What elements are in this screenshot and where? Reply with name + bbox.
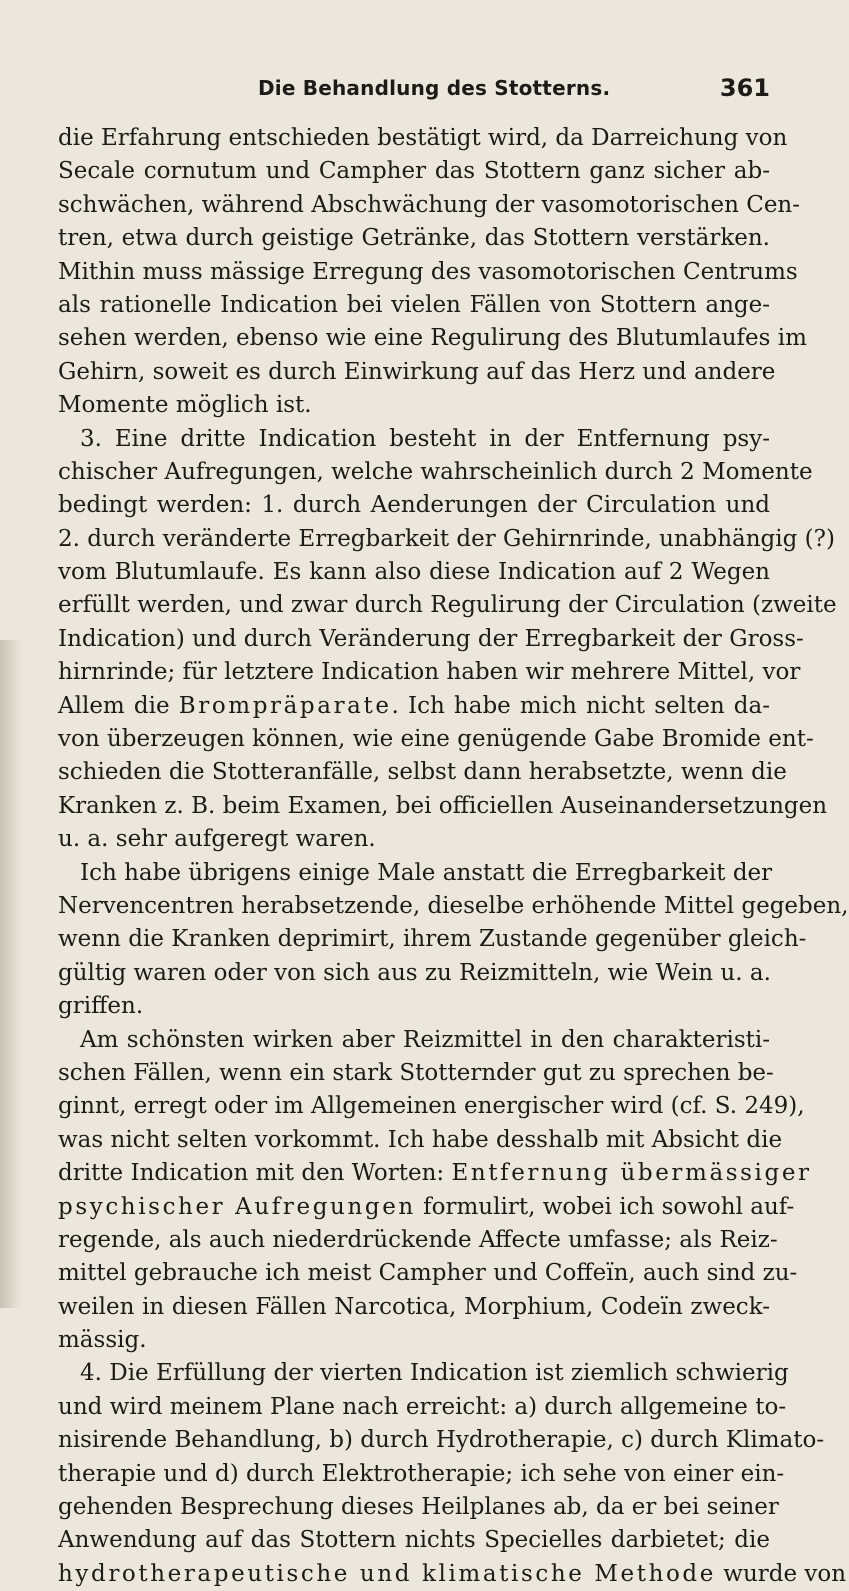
text-line: [58, 1157, 812, 1190]
text-line: [58, 656, 801, 689]
page-number: 361: [719, 74, 770, 102]
text-line: [58, 289, 770, 322]
text-line: [58, 389, 770, 422]
text-segment: Am schönsten wirken aber Reizmittel in den charakteristi-: [80, 1026, 770, 1053]
text-line: [58, 222, 770, 255]
text-segment: als rationelle Indication bei vielen Fällen von Stottern ange-: [58, 291, 770, 318]
text-segment: therapie und d) durch Elektrotherapie; ich sehe von einer ein-: [58, 1460, 785, 1487]
text-line: [58, 1357, 789, 1390]
text-line: [58, 1458, 785, 1491]
text-line: [58, 1491, 779, 1524]
text-segment: ginnt, erregt oder im Allgemeinen energischer wird (cf. S. 249),: [58, 1093, 805, 1120]
text-line: [58, 1558, 847, 1591]
text-line: [58, 957, 770, 990]
text-segment: bedingt werden: 1. durch Aenderungen der Circulation und: [58, 492, 770, 519]
text-line: [58, 1257, 798, 1290]
text-segment: . Ich habe mich nicht selten da-: [391, 692, 770, 719]
text-segment: wenn die Kranken deprimirt, ihrem Zustande gegenüber gleich-: [58, 926, 807, 953]
text-segment: schwächen, während Abschwächung der vasomotorischen Cen-: [58, 191, 801, 218]
text-segment: nisirende Behandlung, b) durch Hydrotherapie, c) durch Klimato-: [58, 1427, 825, 1454]
emphasized-text: Entfernung übermässiger: [451, 1160, 812, 1187]
text-line: [58, 1090, 805, 1123]
text-segment: formulirt, wobei ich sowohl auf-: [415, 1193, 795, 1220]
running-title: Die Behandlung des Stotterns.: [258, 76, 611, 100]
text-segment: von überzeugen können, wie eine genügende Gabe Bromide ent-: [58, 726, 814, 753]
text-segment: vom Blutumlaufe. Es kann also diese Indication auf 2 Wegen: [58, 559, 770, 586]
text-segment: regende, als auch niederdrückende Affecte umfasse; als Reiz-: [58, 1226, 778, 1253]
text-line: [58, 1124, 783, 1157]
text-segment: Nervencentren herabsetzende, dieselbe erhöhende Mittel gegeben,: [58, 892, 849, 919]
text-line: [58, 690, 770, 723]
text-line: [58, 122, 788, 155]
text-segment: Indication) und durch Veränderung der Erregbarkeit der Gross-: [58, 625, 804, 652]
text-segment: wurde von: [715, 1560, 847, 1587]
text-segment: 3. Eine dritte Indication besteht in der Entfernung psy-: [80, 425, 770, 452]
text-segment: chischer Aufregungen, welche wahrscheinlich durch 2 Momente: [58, 458, 813, 485]
text-line: [58, 723, 814, 756]
text-line: [58, 1024, 770, 1057]
text-segment: gehenden Besprechung dieses Heilplanes ab, da er bei seiner: [58, 1494, 779, 1521]
text-segment: Gehirn, soweit es durch Einwirkung auf das Herz und andere: [58, 358, 776, 385]
text-segment: mittel gebrauche ich meist Campher und Coffeïn, auch sind zu-: [58, 1260, 798, 1287]
text-line: [58, 990, 770, 1023]
text-line: [58, 556, 770, 589]
running-head: [58, 76, 770, 112]
text-line: [58, 589, 837, 622]
text-segment: die Erfahrung entschieden bestätigt wird, da Darreichung von: [58, 125, 788, 151]
text-line: [58, 1191, 795, 1224]
text-line: [58, 1324, 770, 1357]
text-segment: Mithin muss mässige Erregung des vasomotorischen Centrums: [58, 258, 798, 285]
text-line: [58, 1057, 774, 1090]
text-segment: tren, etwa durch geistige Getränke, das Stottern verstärken.: [58, 225, 770, 252]
text-line: [58, 155, 770, 188]
text-line: [58, 1524, 770, 1557]
text-line: [58, 1391, 787, 1424]
emphasized-text: Brompräparate: [178, 692, 392, 719]
text-segment: Anwendung auf das Stottern nichts Specielles darbietet; die: [58, 1527, 770, 1554]
text-line: [58, 322, 807, 355]
text-segment: mässig.: [58, 1327, 147, 1354]
text-line: [58, 356, 776, 389]
emphasized-text: psychischer Aufregungen: [58, 1193, 416, 1220]
text-line: [58, 857, 773, 890]
text-segment: Allem die: [58, 692, 179, 719]
text-line: [58, 756, 787, 789]
text-line: [58, 1291, 770, 1324]
text-segment: 4. Die Erfüllung der vierten Indication ist ziemlich schwierig: [80, 1360, 789, 1387]
emphasized-text: hydrotherapeutische und klimatische Methode: [58, 1560, 716, 1587]
text-segment: Ich habe übrigens einige Male anstatt die Erregbarkeit der: [80, 859, 773, 886]
text-segment: u. a. sehr aufgeregt waren.: [58, 826, 376, 853]
text-line: [58, 1424, 825, 1457]
text-line: [58, 923, 807, 956]
text-line: [58, 623, 804, 656]
text-segment: 2. durch veränderte Erregbarkeit der Gehirnrinde, unabhängig (?): [58, 525, 835, 552]
text-line: [58, 523, 835, 556]
text-segment: gültig waren oder von sich aus zu Reizmitteln, wie Wein u. a.: [58, 959, 771, 986]
text-line: [58, 790, 828, 823]
text-line: [58, 890, 849, 923]
page-edge-shadow: [0, 640, 22, 1308]
text-segment: dritte Indication mit den Worten:: [58, 1160, 452, 1187]
text-segment: griffen.: [58, 993, 144, 1020]
text-segment: schieden die Stotteranfälle, selbst dann herabsetzte, wenn die: [58, 759, 787, 786]
text-segment: Kranken z. B. beim Examen, bei officiellen Auseinandersetzungen: [58, 792, 828, 819]
text-segment: schen Fällen, wenn ein stark Stotternder gut zu sprechen be-: [58, 1059, 774, 1086]
text-line: [58, 189, 801, 222]
text-segment: Secale cornutum und Campher das Stottern ganz sicher ab-: [58, 158, 770, 185]
text-segment: Momente möglich ist.: [58, 392, 312, 419]
text-line: [58, 456, 813, 489]
text-line: [58, 823, 770, 856]
text-segment: erfüllt werden, und zwar durch Regulirung der Circulation (zweite: [58, 592, 837, 619]
text-segment: was nicht selten vorkommt. Ich habe desshalb mit Absicht die: [58, 1126, 783, 1153]
body-text: [58, 122, 849, 1591]
text-line: [58, 256, 798, 289]
text-segment: und wird meinem Plane nach erreicht: a) durch allgemeine to-: [58, 1393, 787, 1420]
text-segment: sehen werden, ebenso wie eine Regulirung des Blutumlaufes im: [58, 325, 807, 352]
text-line: [58, 489, 770, 522]
text-line: [58, 1224, 778, 1257]
text-segment: weilen in diesen Fällen Narcotica, Morphium, Codeïn zweck-: [58, 1293, 770, 1320]
text-segment: hirnrinde; für letztere Indication haben wir mehrere Mittel, vor: [58, 659, 801, 686]
text-line: [58, 423, 770, 456]
